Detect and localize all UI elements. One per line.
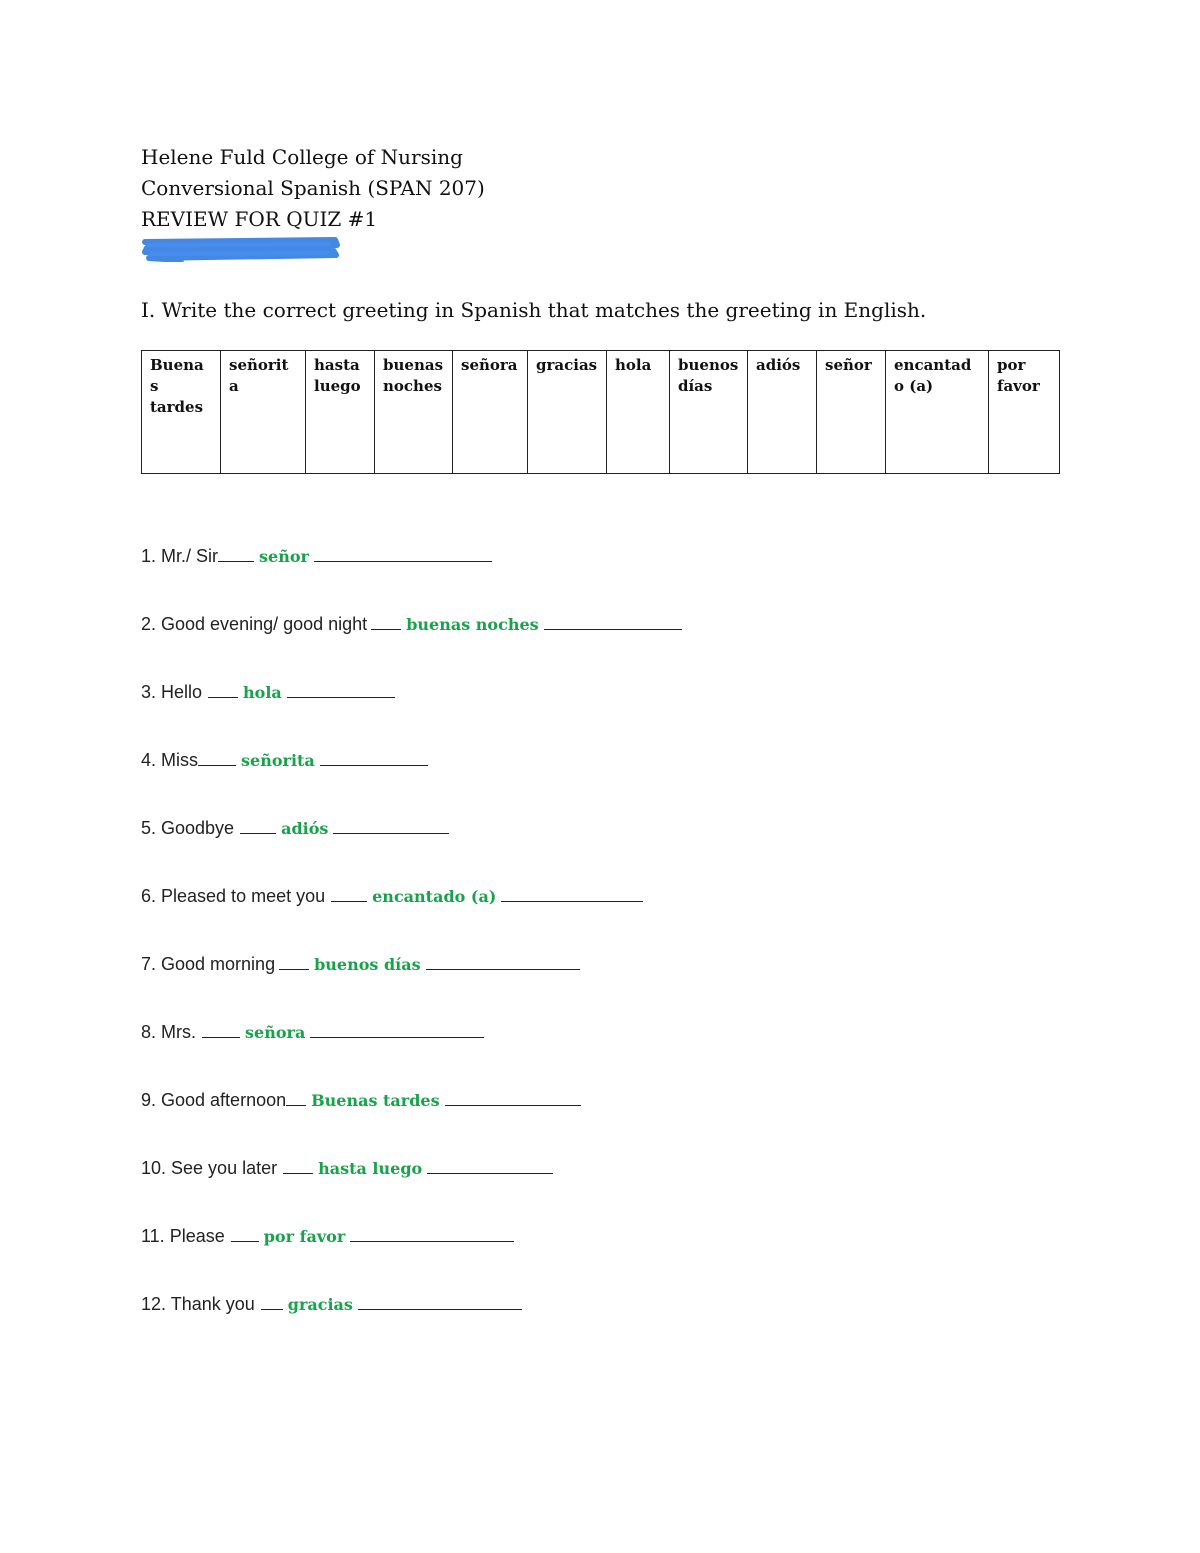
- question-prompt: 1. Mr./ Sir: [141, 546, 219, 566]
- answer-blank: [427, 1157, 553, 1174]
- word-bank-cell: hasta luego: [306, 351, 375, 474]
- answer-blank: [426, 953, 580, 970]
- question-prompt: 3. Hello: [141, 682, 203, 702]
- answer-blank: [445, 1089, 581, 1106]
- question-prompt: 2. Good evening/ good night: [141, 614, 368, 634]
- list-item: [141, 885, 643, 907]
- redaction-scribble: [141, 236, 341, 262]
- word-bank-cell: por favor: [989, 351, 1060, 474]
- word-bank-cell: señorita: [221, 351, 306, 474]
- college-name: Helene Fuld College of Nursing: [141, 145, 463, 169]
- list-item: [141, 817, 449, 839]
- word-bank-cell: señor: [817, 351, 886, 474]
- answer-blank: [350, 1225, 514, 1242]
- answer-blank: [371, 613, 401, 630]
- list-item: [141, 1021, 484, 1043]
- list-item: [141, 613, 682, 635]
- document-header: [141, 142, 485, 235]
- question-prompt: 9. Good afternoon: [141, 1090, 287, 1110]
- answer-text: Buenas tardes: [311, 1091, 440, 1110]
- answer-blank: [310, 1021, 484, 1038]
- answer-blank: [320, 749, 428, 766]
- answer-text: adiós: [281, 819, 329, 838]
- word-bank-table: [141, 350, 1060, 474]
- answer-blank: [331, 885, 367, 902]
- quiz-title: REVIEW FOR QUIZ #1: [141, 207, 378, 231]
- list-item: [141, 1225, 514, 1247]
- answer-blank: [261, 1293, 283, 1310]
- word-bank-cell: adiós: [748, 351, 817, 474]
- word-bank-cell: Buenas tardes: [142, 351, 221, 474]
- word-bank-cell: buenos días: [670, 351, 748, 474]
- answer-text: señorita: [241, 751, 315, 770]
- answer-blank: [198, 749, 236, 766]
- answer-blank: [283, 1157, 313, 1174]
- word-bank-cell: señora: [453, 351, 528, 474]
- question-prompt: 7. Good morning: [141, 954, 276, 974]
- answer-text: gracias: [287, 1295, 353, 1314]
- list-item: [141, 545, 492, 567]
- answer-text: señor: [259, 547, 309, 566]
- answer-blank: [218, 545, 254, 562]
- word-bank-cell: hola: [607, 351, 670, 474]
- answer-blank: [208, 681, 238, 698]
- answer-text: señora: [245, 1023, 306, 1042]
- answer-text: hasta luego: [318, 1159, 423, 1178]
- answer-blank: [501, 885, 643, 902]
- list-item: [141, 1293, 522, 1315]
- answer-text: buenos días: [314, 955, 421, 974]
- answer-blank: [240, 817, 276, 834]
- question-prompt: 11. Please: [141, 1226, 225, 1246]
- question-prompt: 6. Pleased to meet you: [141, 886, 326, 906]
- answer-text: buenas noches: [406, 615, 539, 634]
- list-item: [141, 1089, 581, 1111]
- answer-blank: [358, 1293, 522, 1310]
- list-item: [141, 749, 428, 771]
- question-prompt: 5. Goodbye: [141, 818, 235, 838]
- answer-blank: [231, 1225, 259, 1242]
- list-item: [141, 1157, 553, 1179]
- question-prompt: 8. Mrs.: [141, 1022, 197, 1042]
- answer-text: hola: [243, 683, 282, 702]
- answer-text: encantado (a): [372, 887, 497, 906]
- answer-blank: [544, 613, 682, 630]
- answer-blank: [202, 1021, 240, 1038]
- answer-blank: [314, 545, 492, 562]
- list-item: [141, 681, 395, 703]
- word-bank-cell: gracias: [528, 351, 607, 474]
- question-prompt: 4. Miss: [141, 750, 199, 770]
- question-prompt: 12. Thank you: [141, 1294, 255, 1314]
- answer-blank: [279, 953, 309, 970]
- word-bank-row: [142, 351, 1060, 474]
- word-bank-cell: buenas noches: [375, 351, 453, 474]
- section-instruction: I. Write the correct greeting in Spanish that matches the greeting in English.: [141, 298, 927, 322]
- list-item: [141, 953, 580, 975]
- answer-text: por favor: [263, 1227, 346, 1246]
- answer-blank: [286, 1089, 306, 1106]
- word-bank-cell: encantado (a): [886, 351, 989, 474]
- answer-blank: [287, 681, 395, 698]
- answer-blank: [333, 817, 449, 834]
- question-prompt: 10. See you later: [141, 1158, 278, 1178]
- course-title: Conversional Spanish (SPAN 207): [141, 176, 485, 200]
